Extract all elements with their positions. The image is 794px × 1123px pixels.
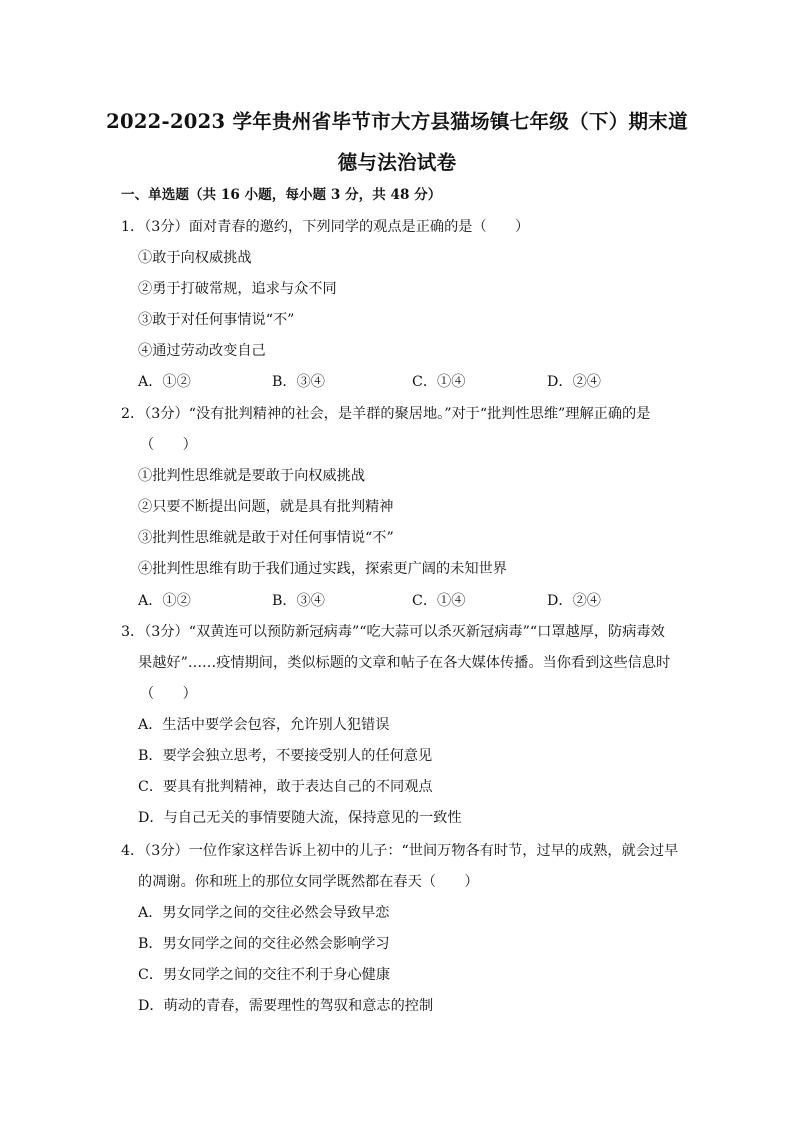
question-3-choice-c: C．要具有批判精神，敢于表达自己的不同观点 xyxy=(138,779,433,795)
question-3-stem-line1: 3．（3分）“双黄连可以预防新冠病毒”“吃大蒜可以杀灭新冠病毒”“口罩越厚，防病毒效 xyxy=(121,624,665,640)
question-1-choice-c: C．①④ xyxy=(412,374,466,390)
question-3-stem-line3: （ ） xyxy=(140,686,197,702)
question-2-item-3: ③批判性思维就是敢于对任何事情说“不” xyxy=(138,530,394,546)
question-3-choice-d: D．与自己无关的事情要随大流，保持意见的一致性 xyxy=(138,810,462,826)
question-4-choice-b: B．男女同学之间的交往必然会影响学习 xyxy=(138,936,390,952)
exam-title-line2: 德与法治试卷 xyxy=(337,151,457,174)
question-2-item-1: ①批判性思维就是要敢于向权威挑战 xyxy=(138,468,366,484)
question-4-stem-line1: 4．（3分）一位作家这样告诉上初中的儿子：“世间万物各有时节，过早的成熟，就会过早 xyxy=(121,843,679,859)
question-3-choice-b: B．要学会独立思考，不要接受别人的任何意见 xyxy=(138,748,433,764)
question-1-stem: 1．（3分）面对青春的邀约，下列同学的观点是正确的是（ ） xyxy=(121,219,530,235)
question-1-item-4: ④通过劳动改变自己 xyxy=(138,343,266,359)
question-4-stem-line2: 的凋谢。你和班上的那位女同学既然都在春天（ ） xyxy=(138,874,479,890)
question-3-choice-a: A．生活中要学会包容，允许别人犯错误 xyxy=(138,717,390,733)
section-heading: 一、单选题（共 16 小题，每小题 3 分，共 48 分） xyxy=(121,187,442,203)
question-4-choice-a: A．男女同学之间的交往必然会导致早恋 xyxy=(138,905,390,921)
question-2-item-2: ②只要不断提出问题，就是具有批判精神 xyxy=(138,499,394,515)
question-2-choice-d: D．②④ xyxy=(547,593,601,609)
question-2-item-4: ④批判性思维有助于我们通过实践，探索更广阔的未知世界 xyxy=(138,561,507,577)
question-1-choice-b: B．③④ xyxy=(272,374,325,390)
question-2-choice-b: B．③④ xyxy=(272,593,325,609)
question-1-item-3: ③敢于对任何事情说“不” xyxy=(138,312,295,328)
question-1-item-2: ②勇于打破常规，追求与众不同 xyxy=(138,281,337,297)
question-2-stem-line1: 2．（3分）“没有批判精神的社会，是羊群的聚居地。”对于“批判性思维”理解正确的是 xyxy=(121,406,651,422)
question-3-stem-line2: 果越好”……疫情期间，类似标题的文章和帖子在各大媒体传播。当你看到这些信息时 xyxy=(138,655,671,671)
question-1-item-1: ①敢于向权威挑战 xyxy=(138,250,252,266)
question-2-stem-line2: （ ） xyxy=(140,437,197,453)
question-2-choice-a: A．①② xyxy=(138,593,191,609)
question-4-choice-d: D．萌动的青春，需要理性的驾驭和意志的控制 xyxy=(138,998,434,1014)
exam-title-line1: 2022-2023 学年贵州省毕节市大方县猫场镇七年级（下）期末道 xyxy=(106,110,688,133)
question-1-choice-d: D．②④ xyxy=(547,374,601,390)
question-1-choice-a: A．①② xyxy=(138,374,191,390)
question-2-choice-c: C．①④ xyxy=(412,593,466,609)
question-4-choice-c: C．男女同学之间的交往不利于身心健康 xyxy=(138,967,391,983)
